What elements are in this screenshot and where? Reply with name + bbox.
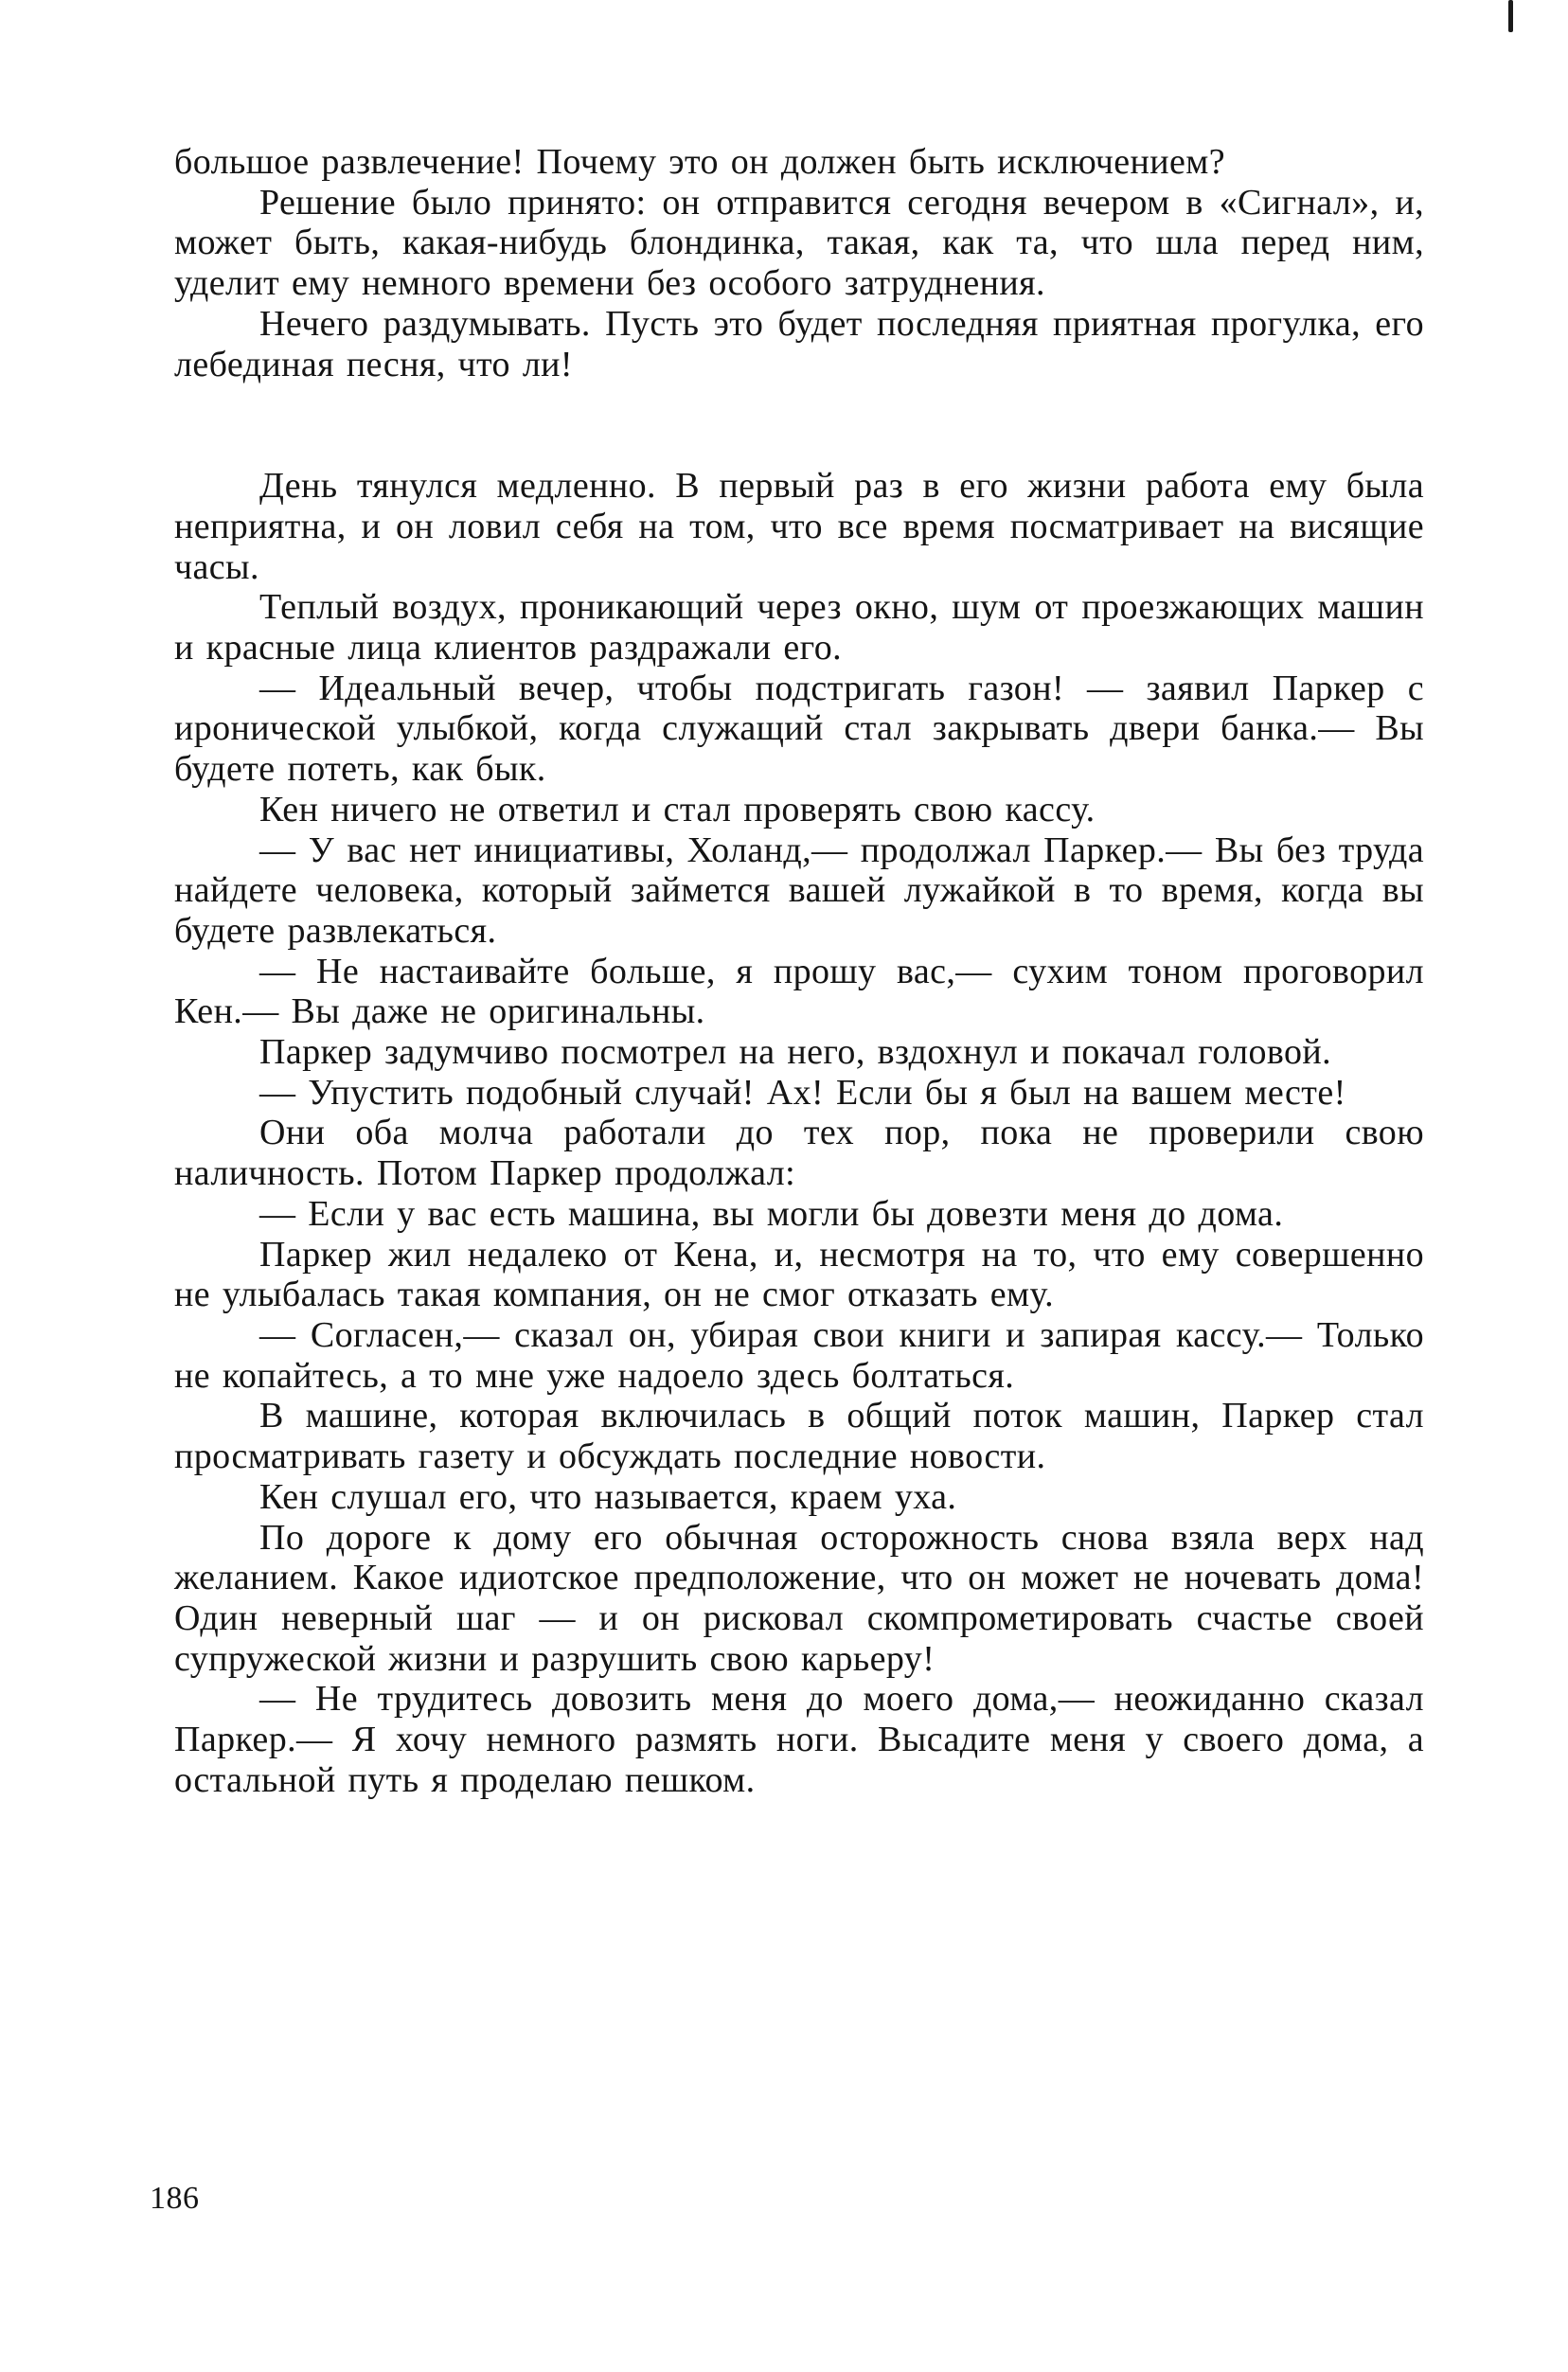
paragraph: Решение было принято: он отправится сегодня вечером в «Сигнал», и, может быть, какая-нибудь блондинка, такая, как та, что шла перед ним, уделит ему немного времени без особого затруднения. xyxy=(174,182,1424,304)
paragraph: Нечего раздумывать. Пусть это будет последняя приятная прогулка, его лебединая песня, что ли! xyxy=(174,303,1424,384)
paragraph: Паркер жил недалеко от Кена, и, несмотря на то, что ему совершенно не улыбалась такая компания, он не смог отказать ему. xyxy=(174,1234,1424,1315)
paragraph: большое развлечение! Почему это он должен быть исключением? xyxy=(174,142,1225,182)
paragraph: — Не настаивайте больше, я прошу вас,— сухим тоном проговорил Кен.— Вы даже не оригинальны. xyxy=(174,951,1424,1032)
paragraph: — Не трудитесь довозить меня до моего дома,— неожиданно сказал Паркер.— Я хочу немного размять ноги. Высадите меня у своего дома, а остальной путь я проделаю пешком. xyxy=(174,1679,1424,1800)
book-page-text xyxy=(174,142,1424,1800)
paragraph: Паркер задумчиво посмотрел на него, вздохнул и покачал головой. xyxy=(259,1032,1331,1073)
paragraph: — У вас нет инициативы, Холанд,— продолжал Паркер.— Вы без труда найдете человека, который займется вашей лужайкой в то время, когда вы будете развлекаться. xyxy=(174,829,1424,951)
paragraph: Кен ничего не ответил и стал проверять свою кассу. xyxy=(259,789,1096,829)
paragraph: День тянулся медленно. В первый раз в его жизни работа ему была неприятна, и он ловил себя на том, что все время посматривает на висящие часы. xyxy=(174,466,1424,587)
paragraph: Теплый воздух, проникающий через окно, шум от проезжающих машин и красные лица клиентов раздражали его. xyxy=(174,587,1424,669)
paragraph: Кен слушал его, что называется, краем уха. xyxy=(259,1476,957,1517)
paragraph: — Идеальный вечер, чтобы подстригать газон! — заявил Паркер с иронической улыбкой, когда служащий стал закрывать двери банка.— Вы будете потеть, как бык. xyxy=(174,668,1424,790)
section-break xyxy=(174,384,1424,466)
page-number: 186 xyxy=(150,2181,200,2216)
paragraph: По дороге к дому его обычная осторожность снова взяла верх над желанием. Какое идиотское предположение, что он может не ночевать дома! Один неверный шаг — и он рисковал скомпрометировать счастье своей супружеской жизни и разрушить свою карьеру! xyxy=(174,1517,1424,1679)
paragraph: — Если у вас есть машина, вы могли бы довезти меня до дома. xyxy=(259,1193,1284,1234)
paragraph: Они оба молча работали до тех пор, пока не проверили свою наличность. Потом Паркер продолжал: xyxy=(174,1113,1424,1194)
scan-corner-mark xyxy=(1508,0,1513,32)
paragraph: — Согласен,— сказал он, убирая свои книги и запирая кассу.— Только не копайтесь, а то мне уже надоело здесь болтаться. xyxy=(174,1314,1424,1396)
paragraph: В машине, которая включилась в общий поток машин, Паркер стал просматривать газету и обсуждать последние новости. xyxy=(174,1396,1424,1477)
paragraph: — Упустить подобный случай! Ах! Если бы я был на вашем месте! xyxy=(259,1072,1346,1113)
